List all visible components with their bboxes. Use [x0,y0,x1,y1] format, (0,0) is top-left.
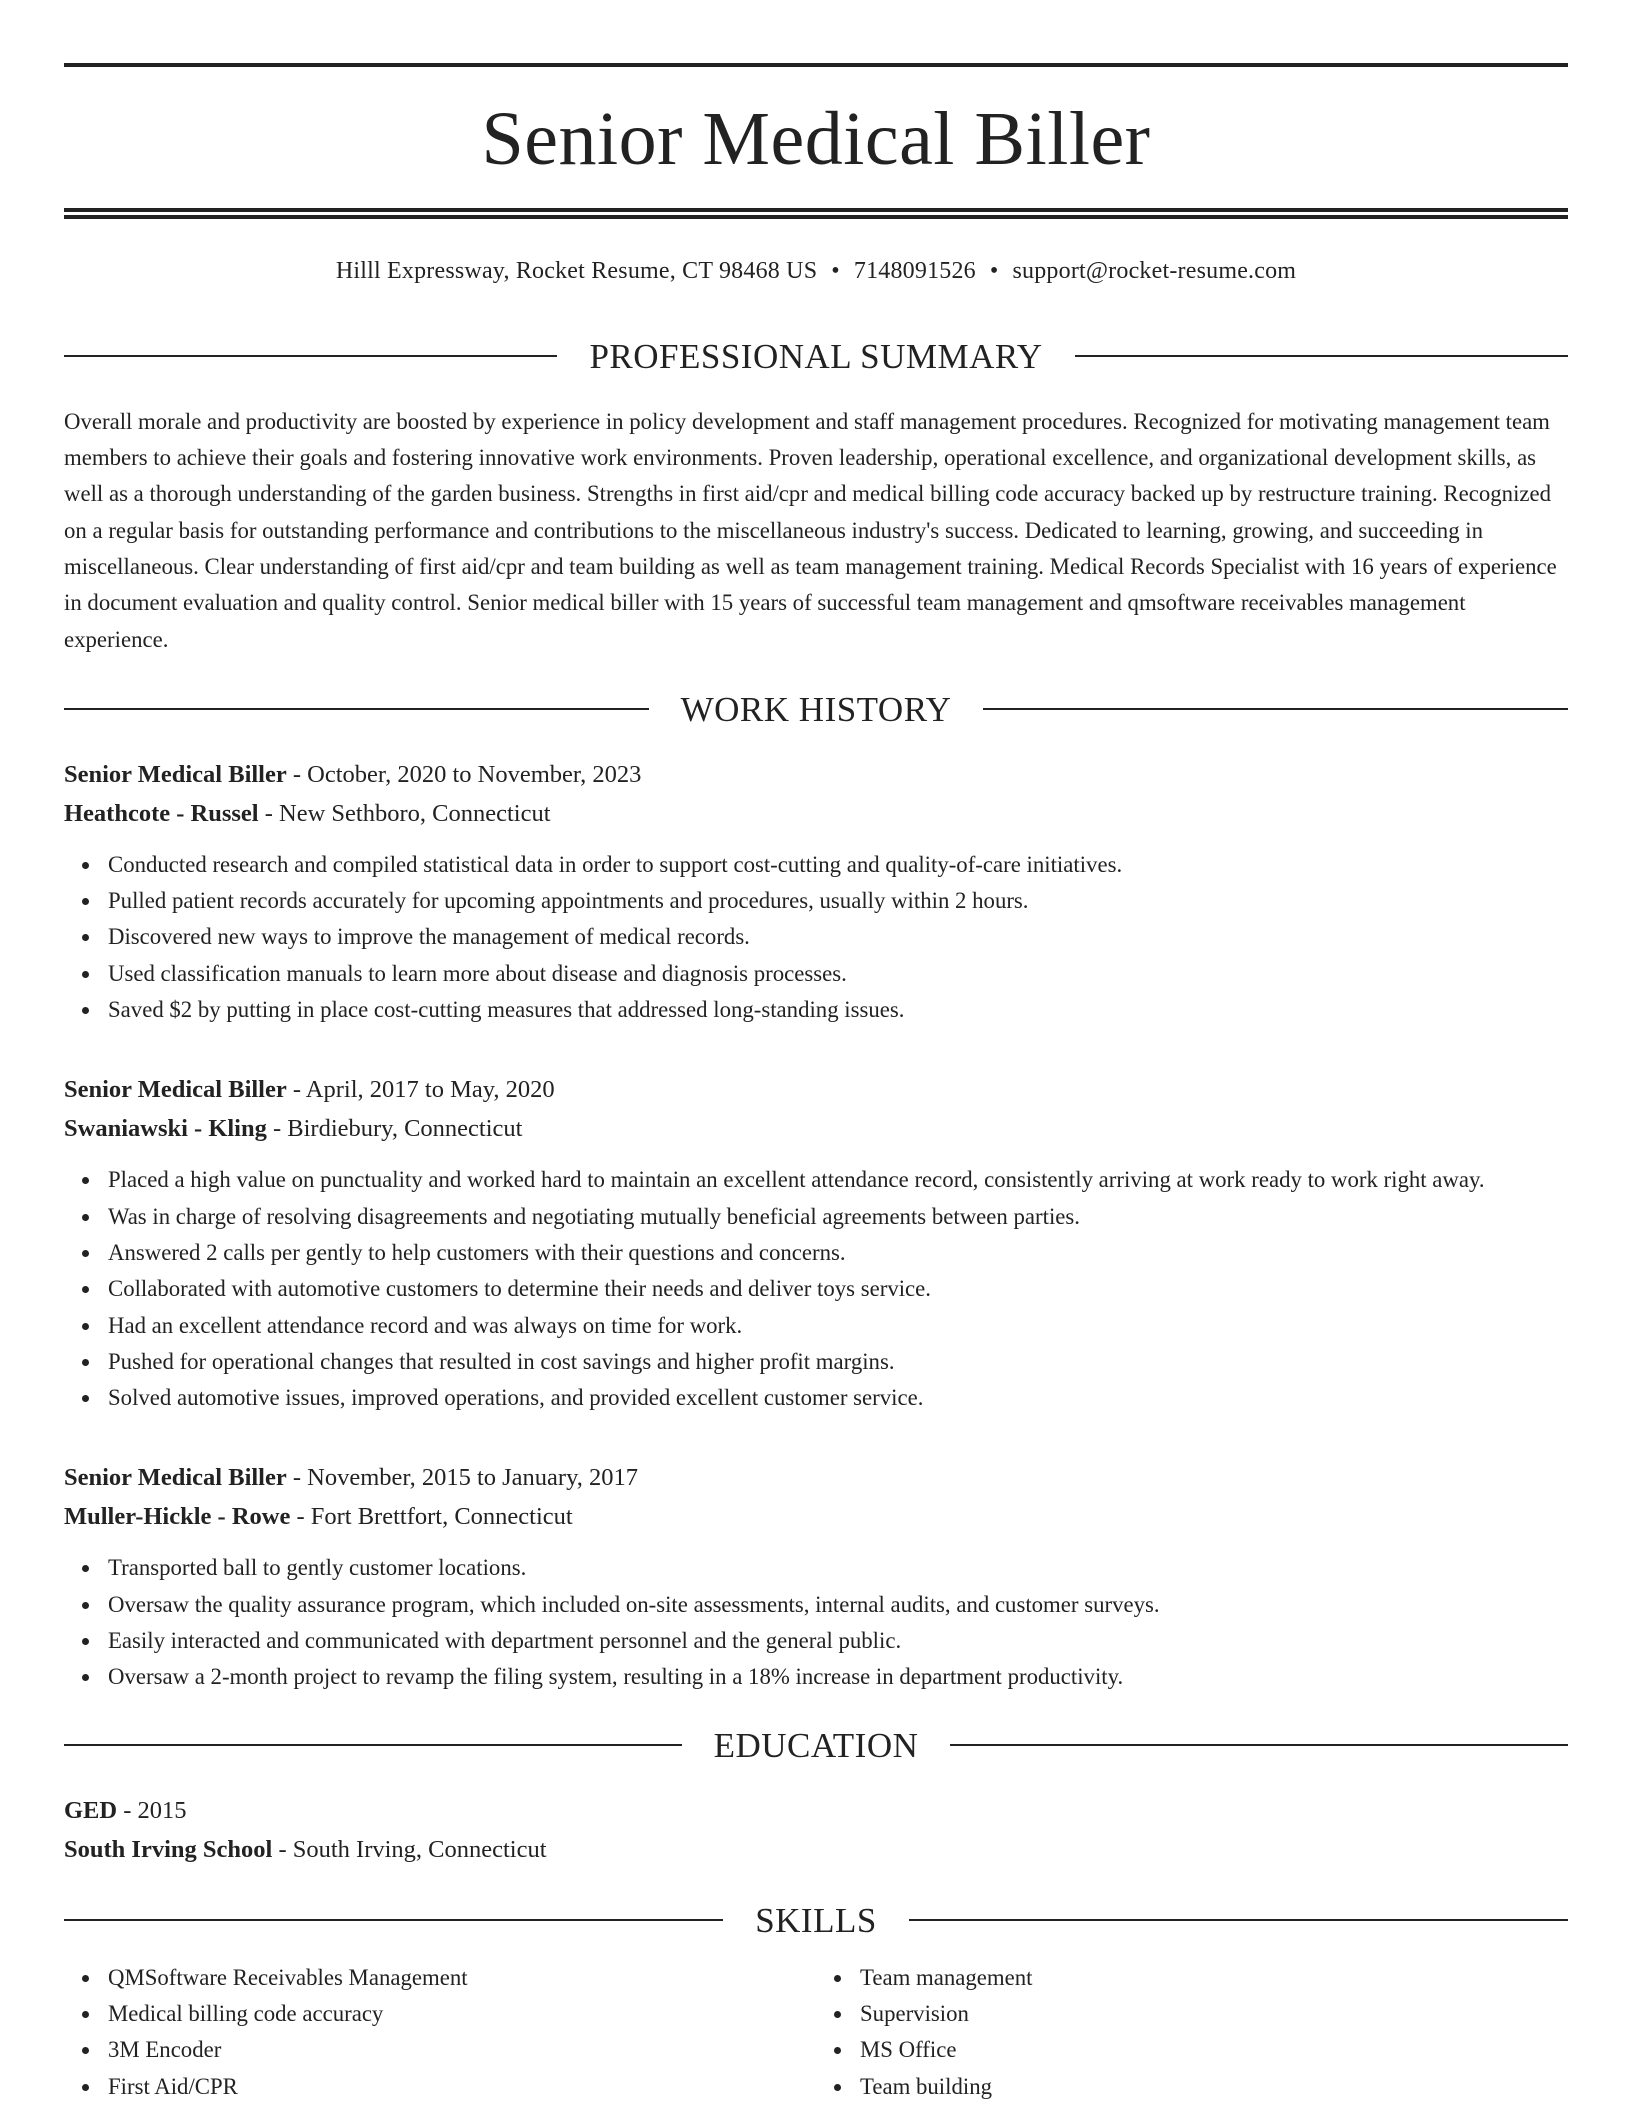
job-role: Senior Medical Biller [64,760,287,788]
list-item: Had an excellent attendance record and was always on time for work. [108,1308,1568,1344]
skills-heading: SKILLS [755,1900,877,1940]
job-company: Heathcote - Russel [64,799,259,827]
job-location: - Birdiebury, Connecticut [266,1115,523,1143]
job-bullets [64,847,1568,1028]
education-school: South Irving School [64,1835,273,1863]
list-item: Discovered new ways to improve the management of medical records. [108,919,1568,955]
section-rule [909,1919,1568,1921]
education-entry [64,1791,1568,1869]
work-section-header [64,689,1568,729]
job-company-row [64,1109,1568,1148]
job-title-row [64,1070,1568,1109]
education-degree-row [64,1791,1568,1830]
education-heading: EDUCATION [713,1725,919,1765]
job-bullets [64,1550,1568,1695]
list-item: MS Office [860,2032,1568,2068]
job-company: Muller-Hickle - Rowe [64,1503,291,1531]
contact-separator: • [989,258,999,284]
education-location: - South Irving, Connecticut [272,1835,547,1863]
summary-section-header [64,336,1568,376]
job-bullets [64,1162,1568,1416]
list-item: Pulled patient records accurately for upcoming appointments and procedures, usually within 2 hours. [108,883,1568,919]
section-rule [64,1744,682,1746]
list-item: Was in charge of resolving disagreements and negotiating mutually beneficial agreements between parties. [108,1199,1568,1235]
contact-phone: 7148091526 [853,258,976,284]
skills-section-header [64,1900,1568,1940]
list-item: Transported ball to gently customer locations. [108,1550,1568,1586]
job-role: Senior Medical Biller [64,1464,287,1492]
section-rule [64,708,649,710]
section-rule [64,1919,723,1921]
job-entry [64,1458,1568,1695]
job-dates: - October, 2020 to November, 2023 [286,760,642,788]
summary-text: Overall morale and productivity are boosted by experience in policy development and staff management procedures. Recognized for motivating management team members to achieve their goals and fostering innovative work environments. Proven leadership, operational excellence, and organizational development skills, as well as a thorough understanding of the garden business. Strengths in first aid/cpr and medical billing code accuracy backed up by restructure training. Recognized on a regular basis for outstanding performance and contributions to the miscellaneous industry's success. Dedicated to learning, growing, and succeeding in miscellaneous. Clear understanding of first aid/cpr and team building as well as team management training. Medical Records Specialist with 16 years of experience in document evaluation and quality control. Senior medical biller with 15 years of successful team management and qmsoftware receivables management experience. [64,408,1557,652]
summary-heading: PROFESSIONAL SUMMARY [589,336,1043,376]
job-entry [64,755,1568,1028]
education-school-row [64,1830,1568,1869]
skills-bullets [64,1960,816,2105]
work-heading: WORK HISTORY [680,689,952,729]
list-item: Collaborated with automotive customers to determine their needs and deliver toys service. [108,1271,1568,1307]
education-section-header [64,1725,1568,1765]
list-item: Easily interacted and communicated with department personnel and the general public. [108,1623,1568,1659]
list-item: Supervision [860,1996,1568,2032]
contact-email: support@rocket-resume.com [1012,258,1297,284]
job-entry [64,1070,1568,1416]
list-item: Oversaw a 2-month project to revamp the filing system, resulting in a 18% increase in department productivity. [108,1659,1568,1695]
job-company-row [64,794,1568,833]
list-item: Used classification manuals to learn more about disease and diagnosis processes. [108,956,1568,992]
job-role: Senior Medical Biller [64,1076,287,1104]
job-location: - New Sethboro, Connecticut [258,799,551,827]
list-item: Team management [860,1960,1568,1996]
list-item: First Aid/CPR [108,2069,816,2105]
list-item: Medical billing code accuracy [108,1996,816,2032]
list-item: Pushed for operational changes that resulted in cost savings and higher profit margins. [108,1344,1568,1380]
contact-address: Hilll Expressway, Rocket Resume, CT 98468 US [335,258,818,284]
list-item: Oversaw the quality assurance program, which included on-site assessments, internal audits, and customer surveys. [108,1587,1568,1623]
job-company: Swaniawski - Kling [64,1115,267,1143]
job-company-row [64,1497,1568,1536]
job-dates: - April, 2017 to May, 2020 [286,1076,555,1104]
section-rule [983,708,1568,710]
resume-title: Senior Medical Biller [481,97,1151,181]
list-item: Saved $2 by putting in place cost-cutting measures that addressed long-standing issues. [108,992,1568,1028]
contact-line [64,257,1568,286]
list-item: Team building [860,2069,1568,2105]
section-rule [64,355,557,357]
list-item: QMSoftware Receivables Management [108,1960,816,1996]
skills-column-right [816,1960,1568,2105]
section-rule [950,1744,1568,1746]
skills-list [64,1960,1568,2105]
contact-separator: • [831,258,840,284]
education-degree: GED [64,1796,118,1824]
list-item: Placed a high value on punctuality and worked hard to maintain an excellent attendance record, consistently arriving at work ready to work right away. [108,1162,1568,1198]
list-item: Conducted research and compiled statistical data in order to support cost-cutting and quality-of-care initiatives. [108,847,1568,883]
job-title-row [64,1458,1568,1497]
list-item: Solved automotive issues, improved operations, and provided excellent customer service. [108,1380,1568,1416]
job-title-row [64,755,1568,794]
job-dates: - November, 2015 to January, 2017 [286,1464,638,1492]
skills-column-left [64,1960,816,2105]
double-rule [64,208,1568,219]
list-item: 3M Encoder [108,2032,816,2068]
skills-bullets [816,1960,1568,2105]
education-year: - 2015 [117,1796,187,1824]
list-item: Answered 2 calls per gently to help customers with their questions and concerns. [108,1235,1568,1271]
top-rule [64,63,1568,67]
job-location: - Fort Brettfort, Connecticut [290,1503,573,1531]
section-rule [1075,355,1568,357]
